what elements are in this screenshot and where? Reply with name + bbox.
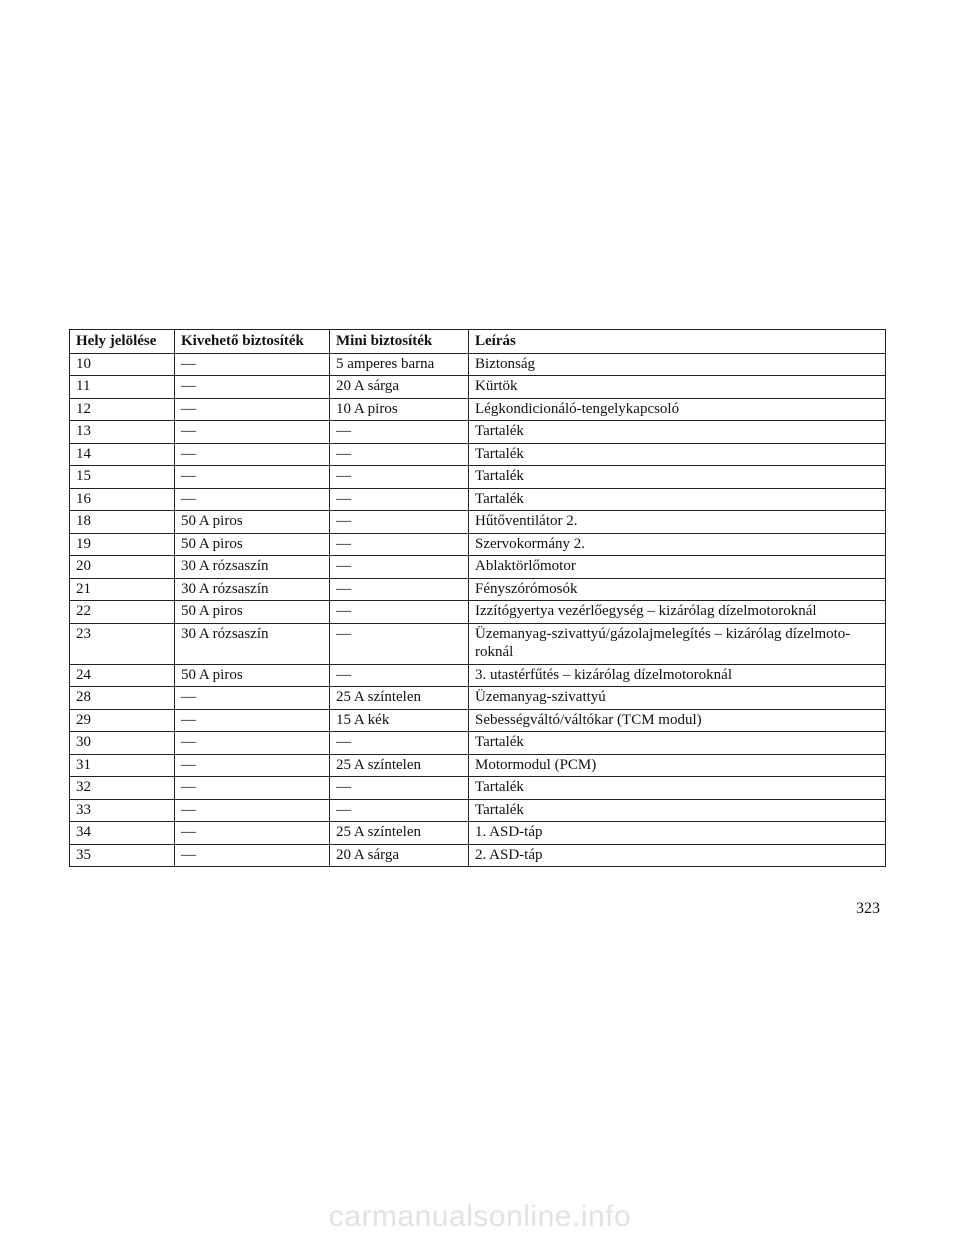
cell-cartridge-fuse: — (175, 443, 330, 466)
cell-cartridge-fuse: — (175, 421, 330, 444)
cell-location: 30 (70, 732, 175, 755)
cell-mini-fuse: 5 amperes barna (330, 353, 469, 376)
table-row (70, 732, 886, 755)
cell-location: 35 (70, 844, 175, 867)
cell-description: Ablaktörlőmotor (469, 556, 886, 579)
cell-description: Tartalék (469, 732, 886, 755)
cell-mini-fuse: — (330, 732, 469, 755)
header-cartridge-fuse: Kivehető biztosíték (175, 330, 330, 354)
cell-cartridge-fuse: — (175, 376, 330, 399)
cell-mini-fuse: 20 A sárga (330, 376, 469, 399)
cell-description: Kürtök (469, 376, 886, 399)
table-row (70, 799, 886, 822)
table-row (70, 777, 886, 800)
page-number: 323 (856, 900, 880, 917)
cell-location: 22 (70, 601, 175, 624)
cell-mini-fuse: — (330, 601, 469, 624)
cell-location: 19 (70, 533, 175, 556)
cell-location: 12 (70, 398, 175, 421)
cell-location: 21 (70, 578, 175, 601)
cell-location: 24 (70, 664, 175, 687)
cell-mini-fuse: 25 A színtelen (330, 687, 469, 710)
cell-cartridge-fuse: — (175, 353, 330, 376)
cell-location: 31 (70, 754, 175, 777)
cell-mini-fuse: 25 A színtelen (330, 822, 469, 845)
cell-mini-fuse: 20 A sárga (330, 844, 469, 867)
table-row (70, 376, 886, 399)
cell-mini-fuse: 25 A színtelen (330, 754, 469, 777)
table-row (70, 687, 886, 710)
cell-cartridge-fuse: 50 A piros (175, 601, 330, 624)
cell-description: Sebességváltó/váltókar (TCM modul) (469, 709, 886, 732)
cell-description: Légkondicionáló-tengelykapcsoló (469, 398, 886, 421)
cell-mini-fuse: — (330, 799, 469, 822)
table-row (70, 822, 886, 845)
watermark: carmanualsonline.info (328, 1200, 632, 1233)
cell-mini-fuse: — (330, 533, 469, 556)
table-row (70, 623, 886, 664)
cell-cartridge-fuse: 50 A piros (175, 533, 330, 556)
cell-location: 15 (70, 466, 175, 489)
cell-location: 14 (70, 443, 175, 466)
cell-cartridge-fuse: — (175, 687, 330, 710)
header-location: Hely jelölése (70, 330, 175, 354)
cell-mini-fuse: 15 A kék (330, 709, 469, 732)
table-row (70, 578, 886, 601)
cell-mini-fuse: 10 A piros (330, 398, 469, 421)
fuse-table (69, 329, 886, 867)
cell-description: 3. utastérfűtés – kizárólag dízelmotoroknál (469, 664, 886, 687)
cell-location: 16 (70, 488, 175, 511)
table-row (70, 421, 886, 444)
cell-cartridge-fuse: — (175, 822, 330, 845)
cell-cartridge-fuse: — (175, 732, 330, 755)
cell-cartridge-fuse: — (175, 488, 330, 511)
table-row (70, 353, 886, 376)
cell-description: Üzemanyag-szivattyú (469, 687, 886, 710)
cell-mini-fuse: — (330, 777, 469, 800)
cell-location: 33 (70, 799, 175, 822)
cell-mini-fuse: — (330, 488, 469, 511)
header-mini-fuse: Mini biztosíték (330, 330, 469, 354)
table-row (70, 466, 886, 489)
table-row (70, 443, 886, 466)
table-row (70, 664, 886, 687)
cell-location: 10 (70, 353, 175, 376)
table-row (70, 488, 886, 511)
cell-description: Tartalék (469, 466, 886, 489)
cell-mini-fuse: — (330, 623, 469, 664)
cell-cartridge-fuse: 30 A rózsaszín (175, 556, 330, 579)
cell-description: 1. ASD-táp (469, 822, 886, 845)
cell-location: 11 (70, 376, 175, 399)
cell-cartridge-fuse: 50 A piros (175, 664, 330, 687)
cell-description: Motormodul (PCM) (469, 754, 886, 777)
cell-mini-fuse: — (330, 466, 469, 489)
cell-cartridge-fuse: 30 A rózsaszín (175, 623, 330, 664)
cell-description: Fényszórómosók (469, 578, 886, 601)
cell-location: 34 (70, 822, 175, 845)
cell-location: 32 (70, 777, 175, 800)
cell-cartridge-fuse: — (175, 754, 330, 777)
cell-cartridge-fuse: — (175, 799, 330, 822)
cell-location: 18 (70, 511, 175, 534)
table-row (70, 556, 886, 579)
cell-description: Tartalék (469, 488, 886, 511)
cell-description: 2. ASD-táp (469, 844, 886, 867)
cell-description: Hűtőventilátor 2. (469, 511, 886, 534)
cell-description: Biztonság (469, 353, 886, 376)
cell-mini-fuse: — (330, 578, 469, 601)
cell-mini-fuse: — (330, 556, 469, 579)
cell-mini-fuse: — (330, 664, 469, 687)
header-description: Leírás (469, 330, 886, 354)
cell-description: Üzemanyag-szivattyú/gázolajmelegítés – kizárólag dízelmoto- roknál (469, 623, 886, 664)
cell-cartridge-fuse: 50 A piros (175, 511, 330, 534)
table-row (70, 844, 886, 867)
fuse-table-header (70, 330, 886, 354)
cell-cartridge-fuse: — (175, 398, 330, 421)
cell-description: Tartalék (469, 777, 886, 800)
cell-mini-fuse: — (330, 443, 469, 466)
table-row (70, 754, 886, 777)
header-row (70, 330, 886, 354)
cell-location: 13 (70, 421, 175, 444)
cell-description: Izzítógyertya vezérlőegység – kizárólag dízelmotoroknál (469, 601, 886, 624)
table-row (70, 511, 886, 534)
cell-location: 23 (70, 623, 175, 664)
cell-description: Szervokormány 2. (469, 533, 886, 556)
cell-description: Tartalék (469, 421, 886, 444)
cell-description: Tartalék (469, 799, 886, 822)
cell-cartridge-fuse: — (175, 844, 330, 867)
cell-mini-fuse: — (330, 421, 469, 444)
table-row (70, 709, 886, 732)
cell-cartridge-fuse: — (175, 466, 330, 489)
cell-cartridge-fuse: — (175, 777, 330, 800)
cell-cartridge-fuse: 30 A rózsaszín (175, 578, 330, 601)
cell-mini-fuse: — (330, 511, 469, 534)
table-row (70, 601, 886, 624)
cell-location: 28 (70, 687, 175, 710)
cell-location: 20 (70, 556, 175, 579)
cell-description: Tartalék (469, 443, 886, 466)
table-row (70, 398, 886, 421)
table-row (70, 533, 886, 556)
cell-location: 29 (70, 709, 175, 732)
cell-cartridge-fuse: — (175, 709, 330, 732)
